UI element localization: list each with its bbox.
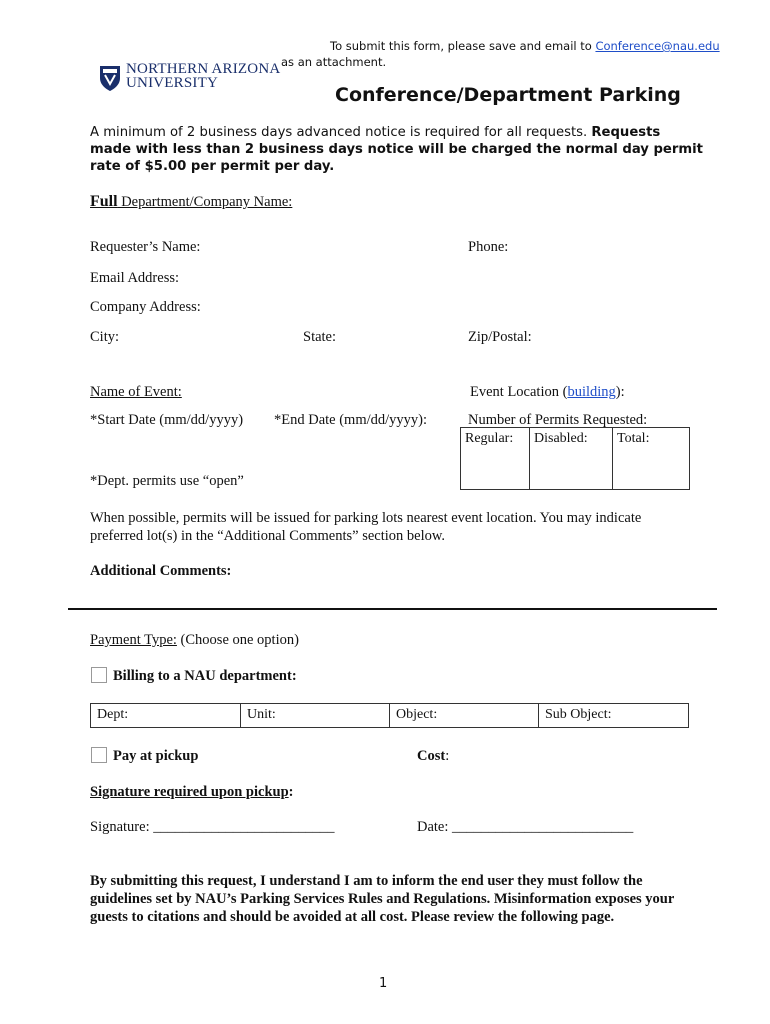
nau-logo-icon	[98, 64, 122, 92]
signature-line[interactable]: Signature: _________________________	[90, 819, 335, 835]
disclaimer: By submitting this request, I understand I am to inform the end user they must follow the guidelines set by NAU’s Parking Services Rules and Regulations. Misinformation exposes your guests to citations and should be avoided at all cost. Please review the following page.	[90, 873, 675, 925]
state-label: State:	[303, 329, 337, 345]
email-label: Email Address:	[90, 270, 180, 286]
section-divider	[68, 608, 717, 610]
zip-label: Zip/Postal:	[468, 329, 532, 345]
event-location-label: Event Location (building):	[470, 384, 625, 400]
cost-label: Cost:	[417, 748, 450, 764]
submit-instructions-suffix: as an attachment.	[281, 55, 387, 69]
page-title: Conference/Department Parking	[335, 84, 681, 106]
disabled-cell[interactable]: Disabled:	[530, 428, 613, 490]
conference-email-link[interactable]: Conference@nau.edu	[595, 39, 720, 53]
regular-cell[interactable]: Regular:	[461, 428, 530, 490]
signature-required-label: Signature required upon pickup:	[90, 784, 294, 800]
billing-label: Billing to a NAU department:	[113, 668, 297, 684]
phone-label: Phone:	[468, 239, 509, 255]
object-cell[interactable]: Object:	[390, 704, 539, 728]
logo-line-2: UNIVERSITY	[126, 75, 218, 91]
unit-cell[interactable]: Unit:	[241, 704, 390, 728]
sub-object-cell[interactable]: Sub Object:	[539, 704, 689, 728]
additional-comments-label: Additional Comments:	[90, 563, 232, 579]
budget-table	[90, 703, 689, 728]
event-name-label: Name of Event:	[90, 384, 182, 400]
dept-cell[interactable]: Dept:	[91, 704, 241, 728]
date-line[interactable]: Date: _________________________	[417, 819, 634, 835]
payment-type-label: Payment Type: (Choose one option)	[90, 632, 299, 648]
start-date-label: *Start Date (mm/dd/yyyy)	[90, 412, 244, 428]
total-cell[interactable]: Total:	[613, 428, 690, 490]
university-logo-text	[126, 62, 280, 90]
advance-notice: A minimum of 2 business days advanced notice is required for all requests. Requests made with less than 2 business days notice will be charged the normal day permit rate of $5.00 per permit per day.	[90, 125, 703, 174]
city-label: City:	[90, 329, 120, 345]
company-address-label: Company Address:	[90, 299, 201, 315]
requester-name-label: Requester’s Name:	[90, 239, 201, 255]
billing-checkbox[interactable]	[91, 667, 107, 683]
logo-line-1: NORTHERN ARIZONA	[126, 61, 281, 77]
num-permits-label: Number of Permits Requested:	[468, 412, 648, 428]
lots-note: When possible, permits will be issued for parking lots nearest event location. You may indicate preferred lot(s) in the “Additional Comments” section below.	[90, 510, 642, 544]
submit-instructions: To submit this form, please save and email to Conference@nau.edu	[330, 39, 720, 53]
building-link[interactable]: building	[567, 384, 616, 400]
pickup-label: Pay at pickup	[113, 748, 199, 764]
pickup-checkbox[interactable]	[91, 747, 107, 763]
dept-permits-note: *Dept. permits use “open”	[90, 473, 244, 489]
permits-table	[460, 427, 690, 490]
page-number: 1	[379, 976, 388, 991]
end-date-label: *End Date (mm/dd/yyyy):	[274, 412, 428, 428]
full-name-label: Full Department/Company Name:	[90, 193, 293, 210]
